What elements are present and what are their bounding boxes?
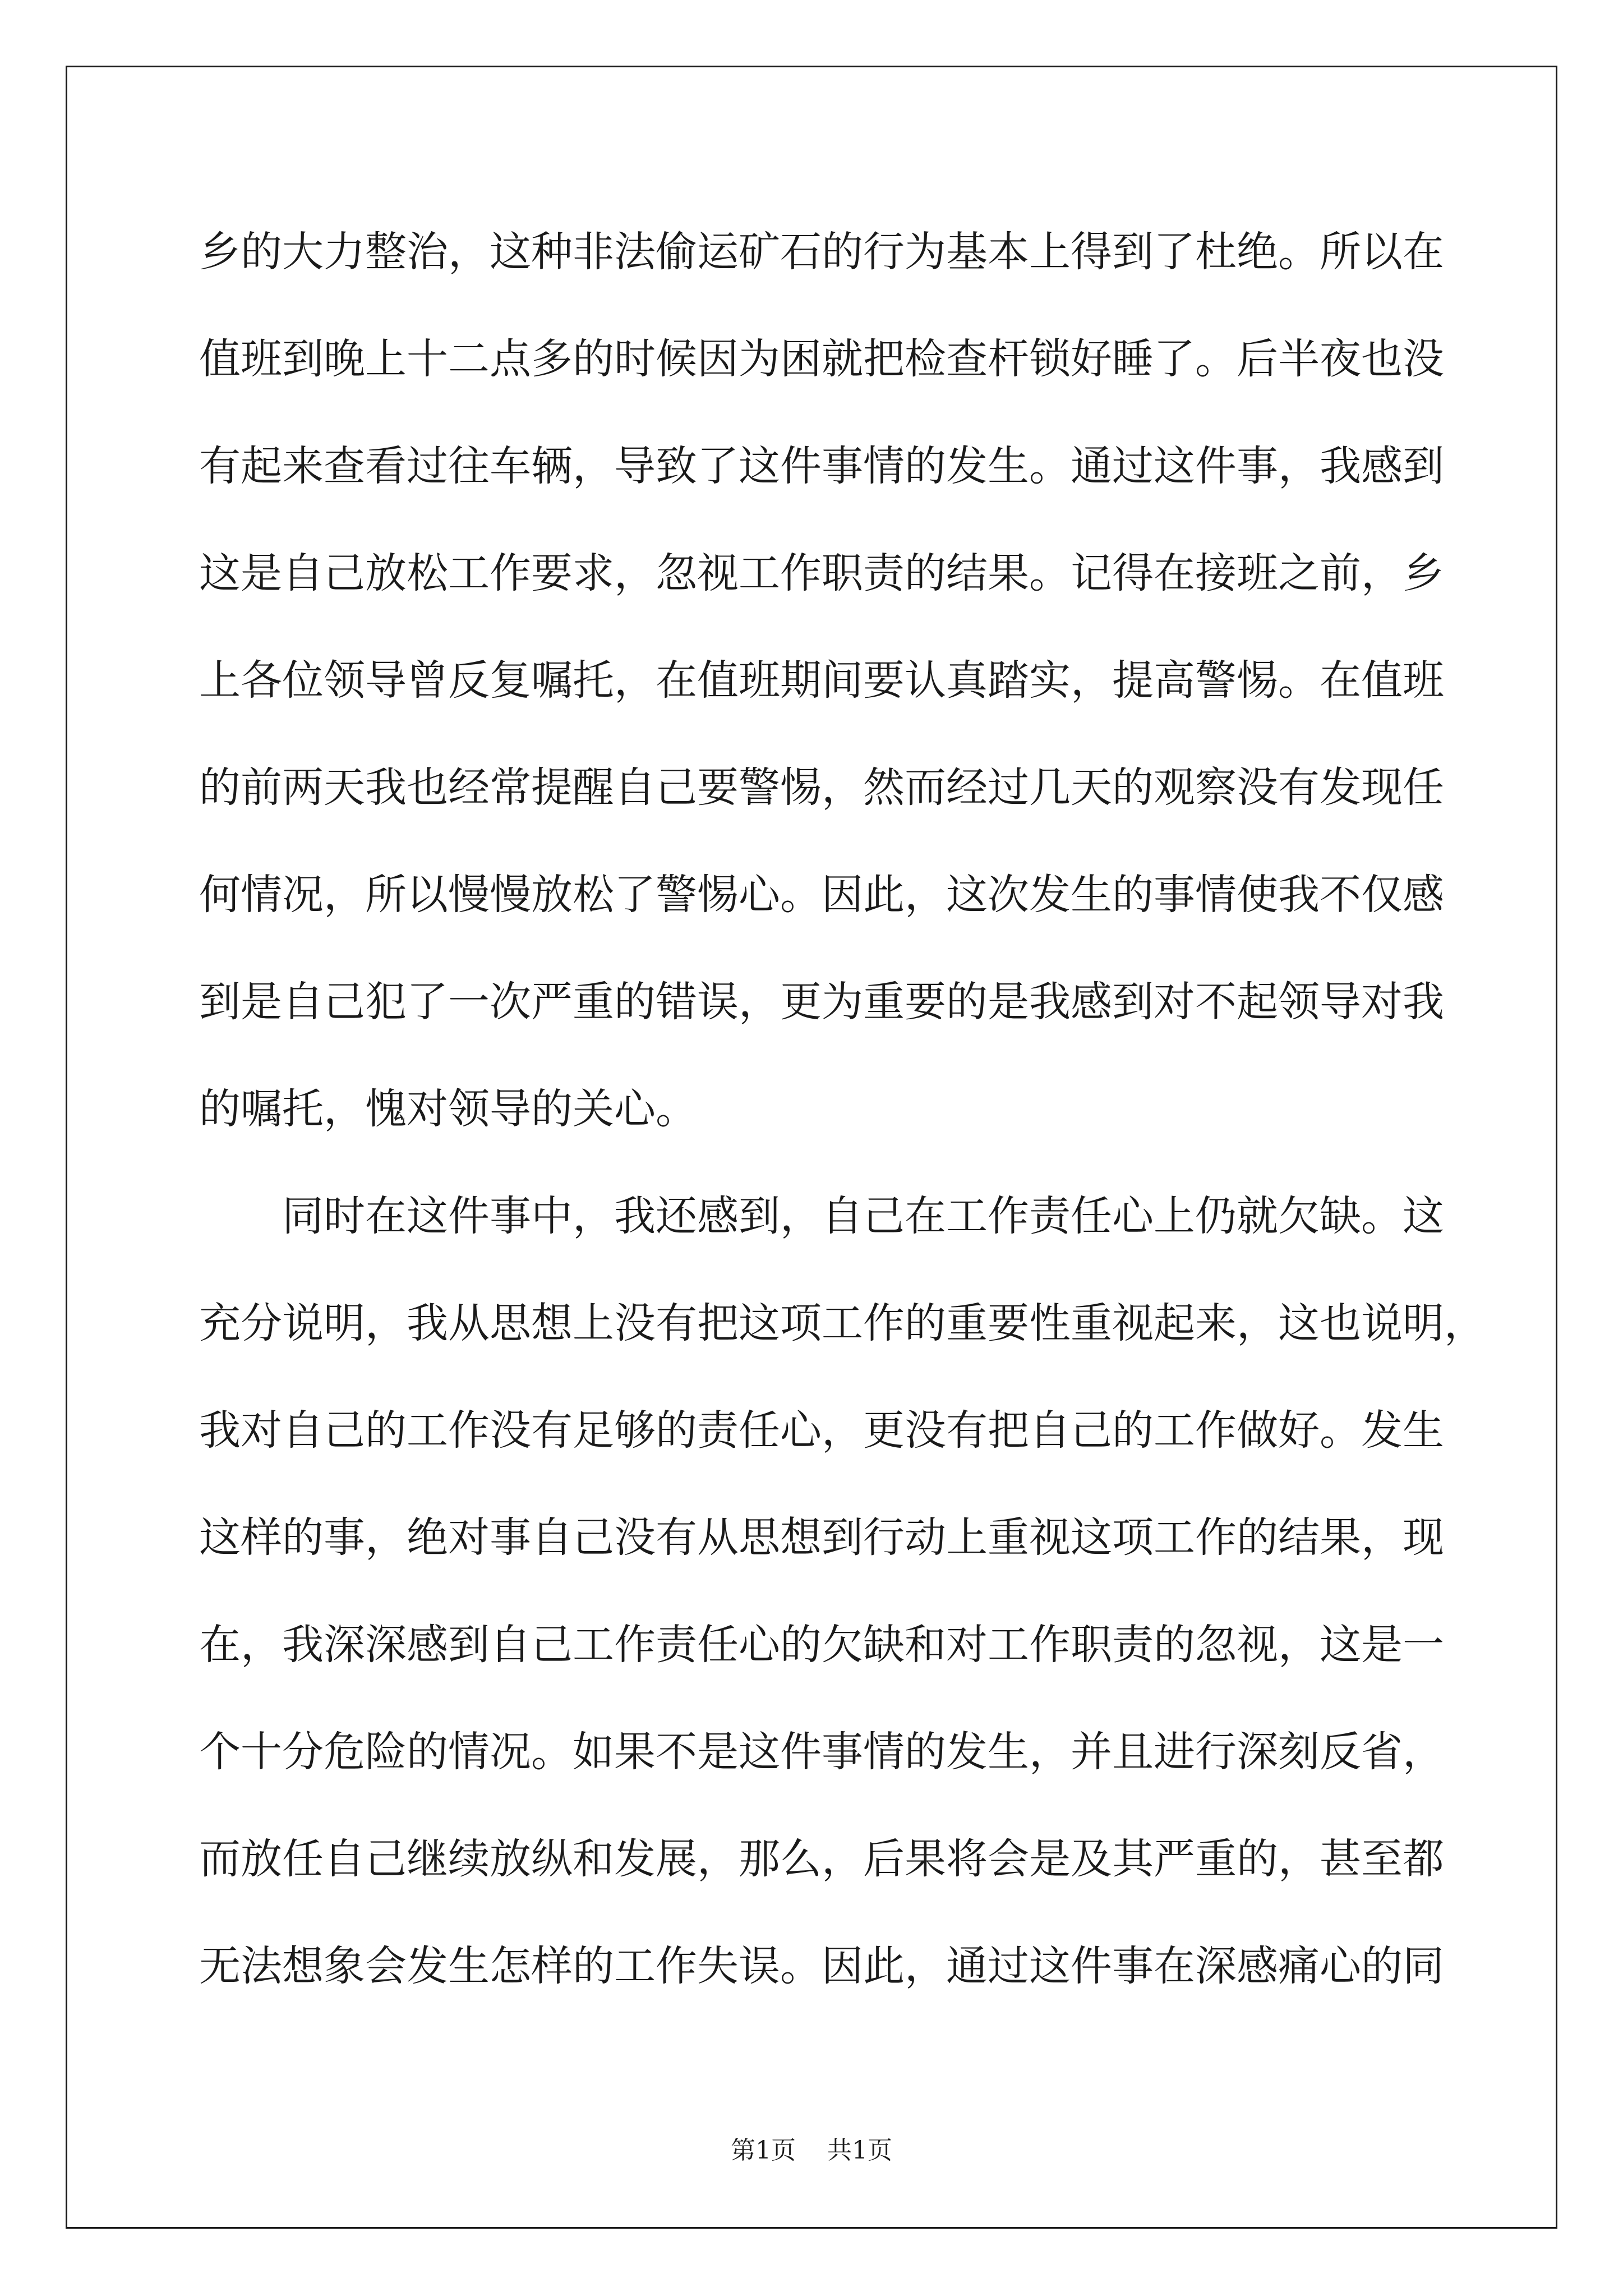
text-line: 值班到晚上十二点多的时候因为困就把检查杆锁好睡了。后半夜也没: [199, 335, 1444, 383]
document-body: [199, 219, 1486, 2040]
text-line: 而放任自己继续放纵和发展，那么，后果将会是及其严重的，甚至都: [199, 1835, 1444, 1883]
text-line: 有起来查看过往车辆，导致了这件事情的发生。通过这件事，我感到: [199, 442, 1444, 490]
text-line: 这样的事，绝对事自己没有从思想到行动上重视这项工作的结果，现: [199, 1513, 1444, 1562]
text-line: 同时在这件事中，我还感到，自己在工作责任心上仍就欠缺。这: [282, 1192, 1444, 1240]
text-line: 的前两天我也经常提醒自己要警惕，然而经过几天的观察没有发现任: [199, 763, 1444, 812]
text-line: 无法想象会发生怎样的工作失误。因此，通过这件事在深感痛心的同: [199, 1942, 1444, 1990]
text-line: 我对自己的工作没有足够的责任心，更没有把自己的工作做好。发生: [199, 1406, 1444, 1455]
text-line: 个十分危险的情况。如果不是这件事情的发生，并且进行深刻反省，: [199, 1728, 1444, 1776]
page-number-footer: 第1页 共1页: [731, 2136, 892, 2165]
text-line: 这是自己放松工作要求，忽视工作职责的结果。记得在接班之前，乡: [199, 549, 1444, 597]
text-line: 在，我深深感到自己工作责任心的欠缺和对工作职责的忽视，这是一: [199, 1621, 1444, 1669]
text-line: 乡的大力整治，这种非法偷运矿石的行为基本上得到了杜绝。所以在: [199, 228, 1444, 276]
text-line: 到是自己犯了一次严重的错误，更为重要的是我感到对不起领导对我: [199, 978, 1444, 1026]
text-line: 的嘱托，愧对领导的关心。: [199, 1085, 697, 1133]
text-line: 何情况，所以慢慢放松了警惕心。因此，这次发生的事情使我不仅感: [199, 871, 1444, 919]
text-line: 充分说明，我从思想上没有把这项工作的重要性重视起来，这也说明，: [199, 1299, 1486, 1347]
text-line: 上各位领导曾反复嘱托，在值班期间要认真踏实，提高警惕。在值班: [199, 656, 1444, 705]
